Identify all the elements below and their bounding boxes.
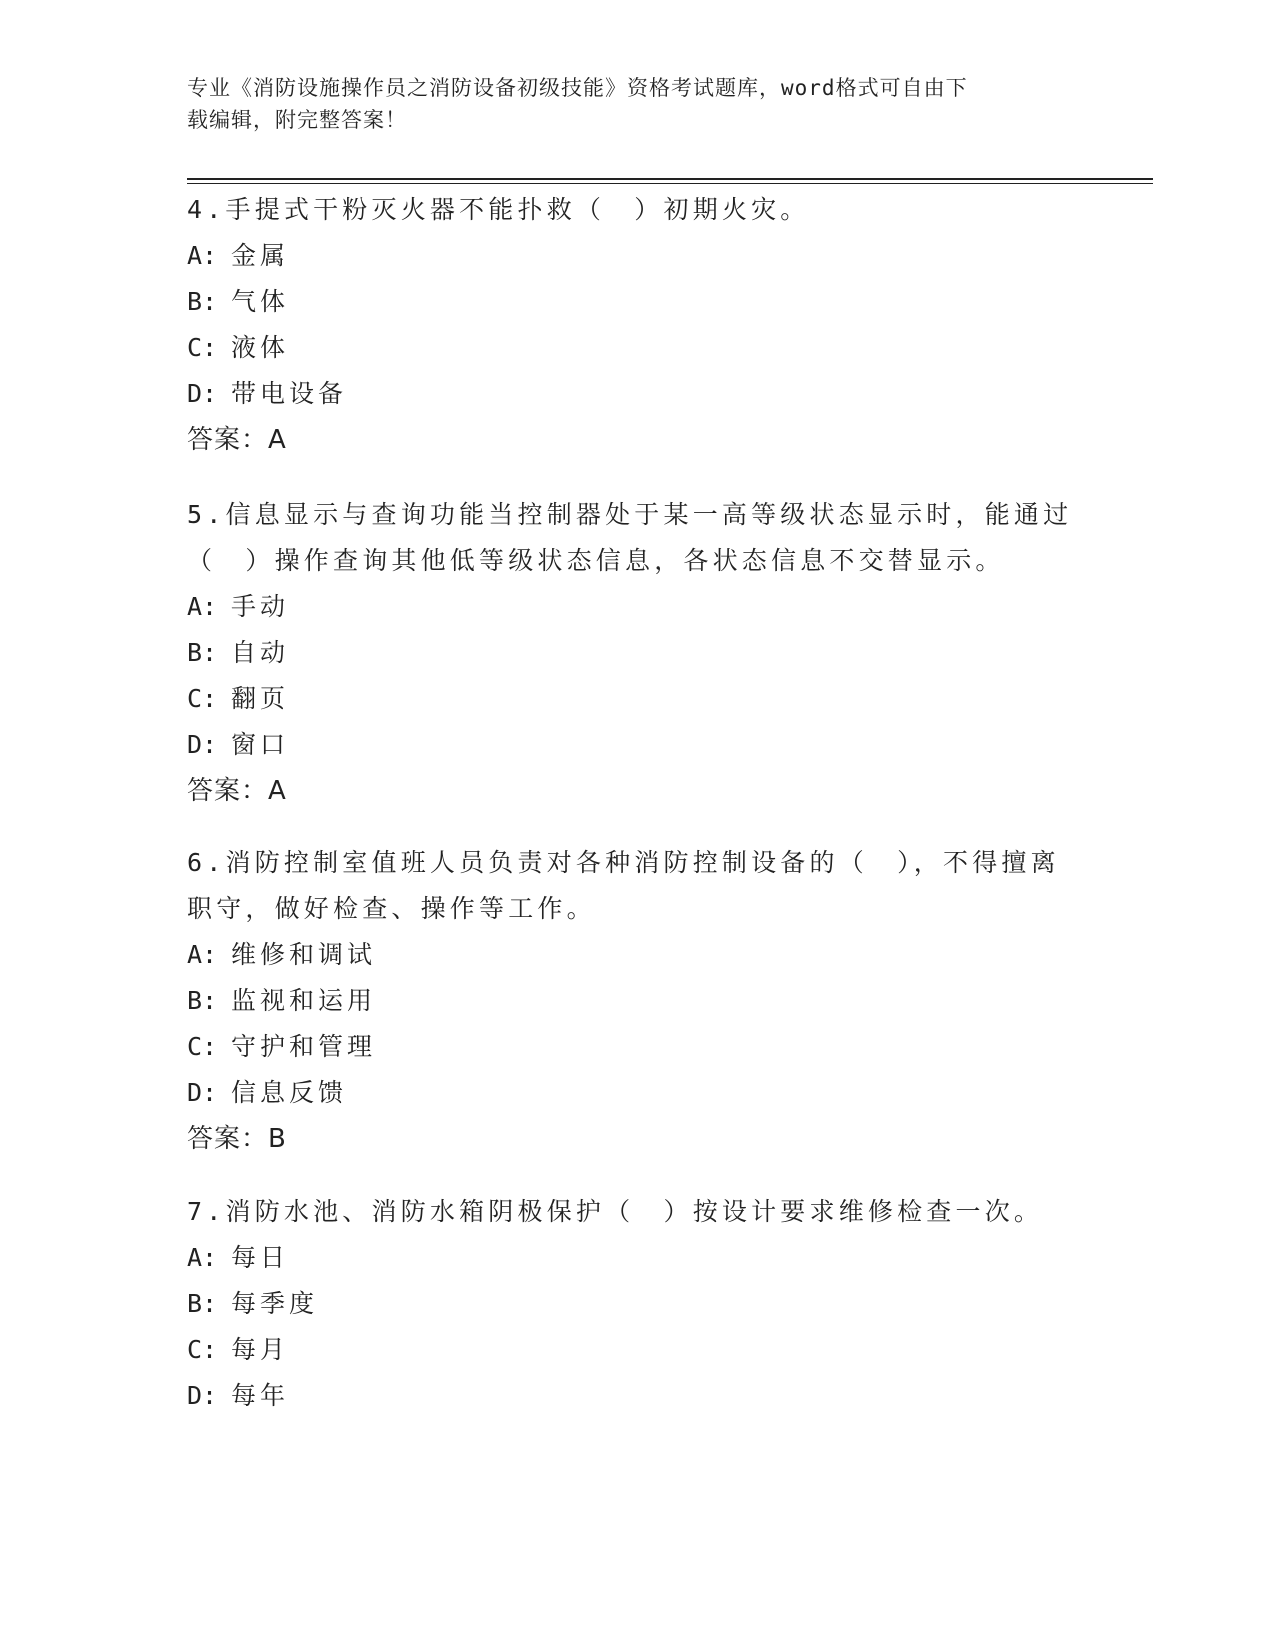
option-label: A: (187, 940, 218, 969)
option-label: C: (187, 1335, 218, 1364)
option-text: 气体 (231, 287, 290, 316)
option-a (187, 584, 1087, 630)
option-label: A: (187, 241, 218, 270)
option-label: B: (187, 1289, 218, 1318)
option-text: 带电设备 (231, 379, 348, 408)
option-label: C: (187, 684, 218, 713)
option-a (187, 932, 1087, 978)
option-a (187, 233, 1087, 279)
option-text: 金属 (231, 241, 290, 270)
option-b (187, 1281, 1087, 1327)
option-b (187, 978, 1087, 1024)
option-text: 维修和调试 (231, 940, 377, 969)
answer-line: 答案：A (187, 776, 287, 806)
option-text: 窗口 (231, 730, 290, 759)
question-4 (187, 187, 1087, 463)
option-label: B: (187, 638, 218, 667)
question-6 (187, 840, 1087, 1162)
option-text: 每年 (231, 1381, 290, 1410)
option-text: 信息反馈 (231, 1078, 348, 1107)
header-divider-thin (187, 183, 1153, 184)
header-divider-thick (187, 178, 1153, 180)
header-line-1: 专业《消防设施操作员之消防设备初级技能》资格考试题库，word格式可自由下 (187, 76, 968, 100)
option-d (187, 722, 1087, 768)
option-label: C: (187, 1032, 218, 1061)
question-5 (187, 492, 1087, 814)
option-text: 手动 (231, 592, 290, 621)
option-text: 每月 (231, 1335, 290, 1364)
question-stem: 4.手提式干粉灭火器不能扑救（ ）初期火灾。 (187, 195, 810, 224)
answer-line: 答案：B (187, 1124, 287, 1154)
option-a (187, 1235, 1087, 1281)
option-text: 翻页 (231, 684, 290, 713)
option-label: A: (187, 592, 218, 621)
option-text: 守护和管理 (231, 1032, 377, 1061)
option-label: B: (187, 287, 218, 316)
document-header (187, 72, 1087, 136)
option-text: 监视和运用 (231, 986, 377, 1015)
question-stem-continued: （ ）操作查询其他低等级状态信息，各状态信息不交替显示。 (187, 546, 1005, 575)
option-label: C: (187, 333, 218, 362)
option-text: 液体 (231, 333, 290, 362)
option-label: B: (187, 986, 218, 1015)
option-c (187, 676, 1087, 722)
question-stem-continued: 职守，做好检查、操作等工作。 (187, 894, 596, 923)
option-label: D: (187, 379, 218, 408)
option-c (187, 1024, 1087, 1070)
question-stem: 6.消防控制室值班人员负责对各种消防控制设备的（ ），不得擅离 (187, 848, 1060, 877)
option-c (187, 1327, 1087, 1373)
option-label: A: (187, 1243, 218, 1272)
option-label: D: (187, 1078, 218, 1107)
option-b (187, 630, 1087, 676)
option-text: 每季度 (231, 1289, 319, 1318)
option-label: D: (187, 730, 218, 759)
option-text: 自动 (231, 638, 290, 667)
option-d (187, 371, 1087, 417)
question-stem: 7.消防水池、消防水箱阴极保护（ ）按设计要求维修检查一次。 (187, 1197, 1044, 1226)
question-7 (187, 1189, 1087, 1419)
question-stem: 5.信息显示与查询功能当控制器处于某一高等级状态显示时，能通过 (187, 500, 1073, 529)
option-d (187, 1070, 1087, 1116)
answer-line: 答案：A (187, 425, 287, 455)
option-c (187, 325, 1087, 371)
option-text: 每日 (231, 1243, 290, 1272)
option-label: D: (187, 1381, 218, 1410)
option-d (187, 1373, 1087, 1419)
header-line-2: 载编辑，附完整答案！ (187, 108, 407, 132)
option-b (187, 279, 1087, 325)
